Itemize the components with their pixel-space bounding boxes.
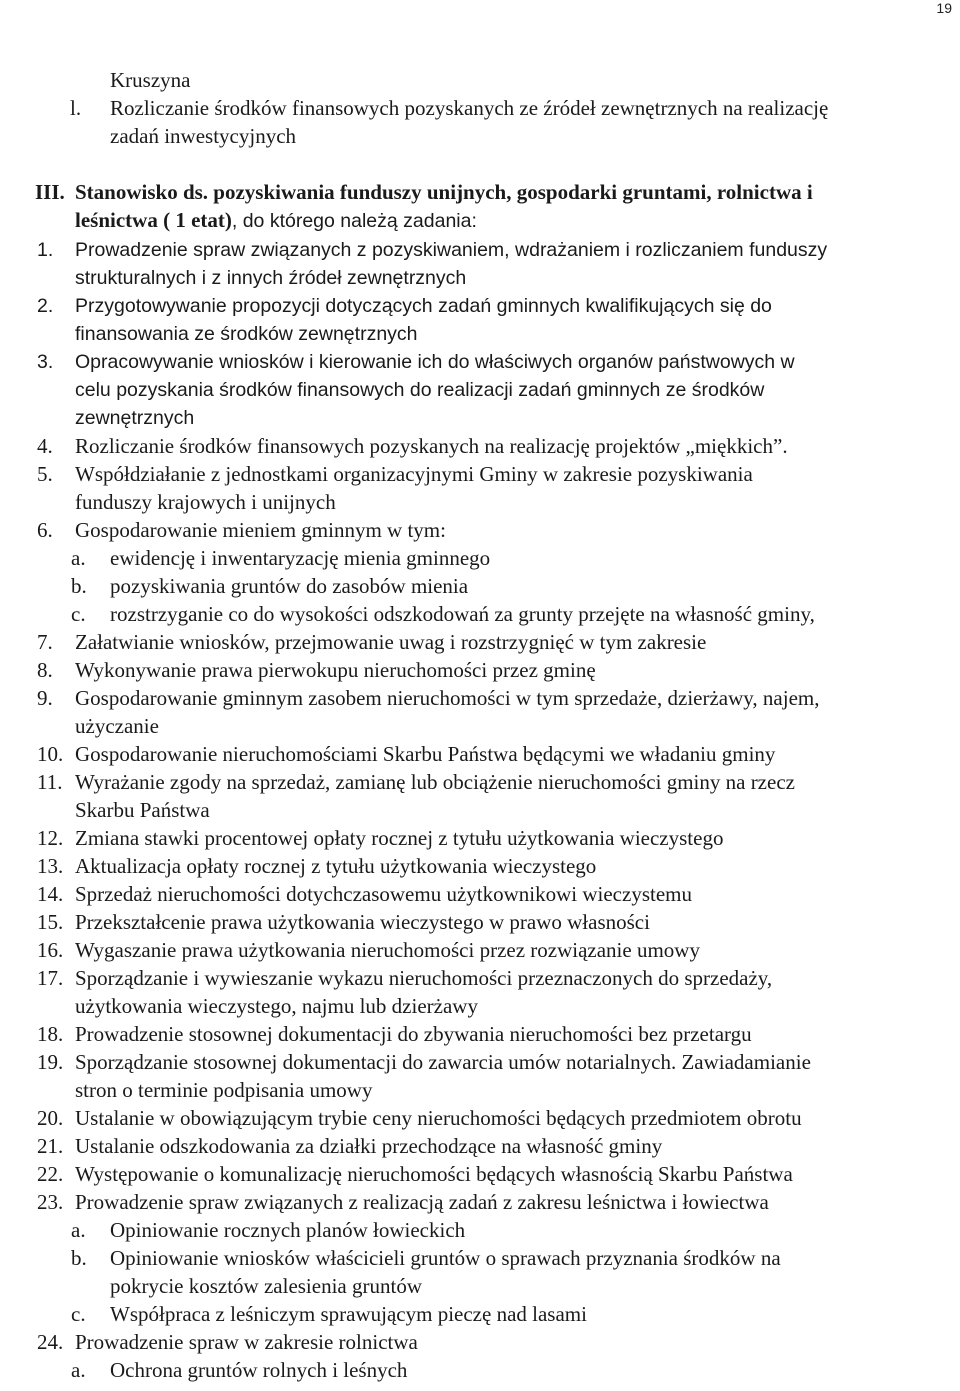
list-item-marker: 1. xyxy=(37,239,54,261)
list-item-text: pokrycie kosztów zalesienia gruntów xyxy=(110,1274,422,1298)
list-item-marker: a. xyxy=(71,546,86,570)
list-item-text: Sporządzanie stosownej dokumentacji do zawarcia umów notarialnych. Zawiadamianie xyxy=(75,1050,811,1074)
section-heading-line1: Stanowisko ds. pozyskiwania funduszy unijnych, gospodarki gruntami, rolnictwa i xyxy=(75,180,813,204)
list-item-marker: 19. xyxy=(37,1050,64,1074)
list-item-text: zewnętrznych xyxy=(75,407,195,429)
list-item-text: Sprzedaż nieruchomości dotychczasowemu użytkownikowi wieczystemu xyxy=(75,882,692,906)
list-item-text: użyczanie xyxy=(75,714,159,738)
list-item-text: Ustalanie odszkodowania za działki przechodzące na własność gminy xyxy=(75,1134,663,1158)
top-item-text-line1: Rozliczanie środków finansowych pozyskanych ze źródeł zewnętrznych na realizację xyxy=(110,96,829,120)
list-item-text: Opracowywanie wniosków i kierowanie ich do właściwych organów państwowych w xyxy=(75,351,795,373)
list-item-marker: 21. xyxy=(37,1134,64,1158)
list-item-text: Prowadzenie spraw związanych z realizacją zadań z zakresu leśnictwa i łowiectwa xyxy=(75,1190,769,1214)
list-item-marker: a. xyxy=(71,1358,86,1382)
list-item-marker: c. xyxy=(71,602,86,626)
list-item-text: Zmiana stawki procentowej opłaty rocznej z tytułu użytkowania wieczystego xyxy=(75,826,724,850)
list-item-marker: 22. xyxy=(37,1162,64,1186)
list-item-text: Prowadzenie stosownej dokumentacji do zbywania nieruchomości bez przetargu xyxy=(75,1022,752,1046)
list-item-text: ewidencję i inwentaryzację mienia gminnego xyxy=(110,546,491,570)
list-item-text: Opiniowanie wniosków właścicieli gruntów o sprawach przyznania środków na xyxy=(110,1246,781,1270)
top-line-kruszyna: Kruszyna xyxy=(110,68,191,92)
list-item-text: Wygaszanie prawa użytkowania nieruchomości przez rozwiązanie umowy xyxy=(75,938,700,962)
list-item-marker: 23. xyxy=(37,1190,64,1214)
list-item-text: Gospodarowanie mieniem gminnym w tym: xyxy=(75,518,446,542)
list-item-text: użytkowania wieczystego, najmu lub dzierżawy xyxy=(75,994,478,1018)
list-item-marker: 5. xyxy=(37,462,53,486)
list-item-text: pozyskiwania gruntów do zasobów mienia xyxy=(110,574,469,598)
list-item-text: finansowania ze środków zewnętrznych xyxy=(75,323,418,345)
list-item-text: Rozliczanie środków finansowych pozyskanych na realizację projektów „miękkich”. xyxy=(75,434,788,458)
list-item-marker: 7. xyxy=(37,630,53,654)
list-item-text: Opiniowanie rocznych planów łowieckich xyxy=(110,1218,466,1242)
list-item-marker: 15. xyxy=(37,910,64,934)
list-item-marker: 12. xyxy=(37,826,64,850)
list-item-text: Współdziałanie z jednostkami organizacyjnymi Gminy w zakresie pozyskiwania xyxy=(75,462,753,486)
list-item-marker: c. xyxy=(71,1302,86,1326)
list-item-marker: 6. xyxy=(37,518,53,542)
list-item-marker: 11. xyxy=(37,770,63,794)
list-item-marker: 8. xyxy=(37,658,53,682)
list-item-text: Występowanie o komunalizację nieruchomości będących własnością Skarbu Państwa xyxy=(75,1162,793,1186)
list-item-marker: 10. xyxy=(37,742,64,766)
list-item-marker: 4. xyxy=(37,434,53,458)
list-item-marker: 16. xyxy=(37,938,64,962)
list-item-text: Współpraca z leśniczym sprawującym pieczę nad lasami xyxy=(110,1302,587,1326)
list-item-text: Przekształcenie prawa użytkowania wieczystego w prawo własności xyxy=(75,910,650,934)
list-item-text: Ochrona gruntów rolnych i leśnych xyxy=(110,1358,408,1382)
list-item-marker: 17. xyxy=(37,966,64,990)
list-item-text: Prowadzenie spraw w zakresie rolnictwa xyxy=(75,1330,418,1354)
section-heading-bold: leśnictwa ( 1 etat) xyxy=(75,208,232,232)
top-item-marker: l. xyxy=(70,96,82,120)
list-item-marker: 24. xyxy=(37,1330,64,1354)
list-item-marker: 13. xyxy=(37,854,64,878)
list-item-text: Przygotowywanie propozycji dotyczących zadań gminnych kwalifikujących się do xyxy=(75,295,772,317)
page-number: 19 xyxy=(936,0,952,16)
list-item-text: Sporządzanie i wywieszanie wykazu nieruchomości przeznaczonych do sprzedaży, xyxy=(75,966,773,990)
list-item-text: strukturalnych i z innych źródeł zewnętrznych xyxy=(75,267,467,289)
list-item-text: stron o terminie podpisania umowy xyxy=(75,1078,373,1102)
list-item-text: celu pozyskania środków finansowych do realizacji zadań gminnych ze środków xyxy=(75,379,765,401)
list-item-text: Aktualizacja opłaty rocznej z tytułu użytkowania wieczystego xyxy=(75,854,597,878)
list-item-marker: 3. xyxy=(37,351,54,373)
section-heading-tail: , do którego należą zadania: xyxy=(231,210,477,232)
list-item-marker: b. xyxy=(71,1246,87,1270)
list-item-text: Wyrażanie zgody na sprzedaż, zamianę lub obciążenie nieruchomości gminy na rzecz xyxy=(75,770,795,794)
list-item-marker: 14. xyxy=(37,882,64,906)
list-item-text: Skarbu Państwa xyxy=(75,798,210,822)
list-item-marker: 20. xyxy=(37,1106,64,1130)
list-item-text: Załatwianie wniosków, przejmowanie uwag i rozstrzygnięć w tym zakresie xyxy=(75,630,707,654)
list-item-text: funduszy krajowych i unijnych xyxy=(75,490,336,514)
list-item-text: Gospodarowanie gminnym zasobem nieruchomości w tym sprzedaże, dzierżawy, najem, xyxy=(75,686,820,710)
list-item-text: Gospodarowanie nieruchomościami Skarbu Państwa będącymi we władaniu gminy xyxy=(75,742,776,766)
list-item-text: rozstrzyganie co do wysokości odszkodowań za grunty przejęte na własność gminy, xyxy=(110,602,815,626)
list-item-text: Ustalanie w obowiązującym trybie ceny nieruchomości będących przedmiotem obrotu xyxy=(75,1106,802,1130)
list-item-marker: 18. xyxy=(37,1022,64,1046)
section-numeral: III. xyxy=(35,180,65,204)
top-item-text-line2: zadań inwestycyjnych xyxy=(110,124,297,148)
list-item-text: Prowadzenie spraw związanych z pozyskiwaniem, wdrażaniem i rozliczaniem funduszy xyxy=(75,239,828,261)
list-item-marker: 2. xyxy=(37,295,54,317)
list-item-marker: b. xyxy=(71,574,87,598)
list-item-marker: 9. xyxy=(37,686,53,710)
section-heading-line2 xyxy=(75,207,477,234)
list-item-marker: a. xyxy=(71,1218,86,1242)
list-item-text: Wykonywanie prawa pierwokupu nieruchomości przez gminę xyxy=(75,658,596,682)
